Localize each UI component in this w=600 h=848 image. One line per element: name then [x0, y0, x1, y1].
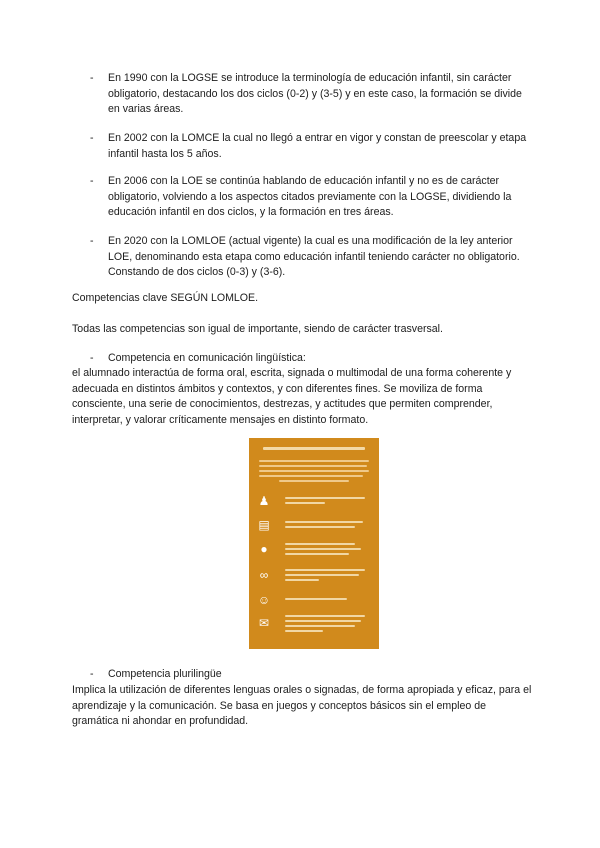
infographic-item-line: [285, 569, 365, 571]
bullet-text: En 2020 con la LOMLOE (actual vigente) la cual es una modificación de la ley anterior LOE, denominando esta etapa como educación infantil teniendo carácter no obligatorio. Constando de dos ciclos (0-3) y (3-6).: [108, 235, 520, 279]
infographic-item-line: [285, 598, 347, 600]
competencia-linguistica-heading: [90, 351, 530, 367]
palette-icon: ●: [260, 542, 268, 556]
competencia-infographic: [249, 438, 379, 649]
infographic-item-line: [285, 543, 355, 545]
bullet-loe: [90, 174, 530, 221]
people-icon: ♟: [258, 494, 270, 508]
infographic-item-line: [285, 526, 355, 528]
competencia-heading-text: Competencia plurilingüe: [108, 668, 222, 680]
infographic-line: [259, 460, 369, 462]
infographic-line: [259, 475, 363, 477]
bullet-text: En 1990 con la LOGSE se introduce la terminología de educación infantil, sin carácter obligatorio, destacando los dos ciclos (0-2) y (3-5) y en este caso, la formación se divide en varias áreas.: [108, 72, 522, 116]
chain-icon: ∞: [259, 568, 269, 582]
infographic-line: [279, 480, 349, 482]
bullet-dash: -: [90, 352, 94, 364]
competencia-linguistica-body: el alumnado interactúa de forma oral, escrita, signada o multimodal de una forma coherente y adecuada en distintos ámbitos y contextos, y con diferentes fines. Se moviliza de forma consciente, una serie de conocimientos, destrezas, y actitudes que permiten comprender, interpretar, y valorar críticamente mensajes en distinto formato.: [72, 367, 512, 426]
bullet-dash: -: [90, 668, 94, 680]
bullet-dash: -: [90, 175, 94, 187]
bullet-lomloe: [90, 234, 530, 281]
infographic-item-line: [285, 502, 325, 504]
intro-paragraph: Todas las competencias son igual de importante, siendo de carácter trasversal.: [72, 323, 443, 335]
section-title: Competencias clave SEGÚN LOMLOE.: [72, 292, 259, 304]
chat-icon: ✉: [258, 616, 270, 630]
infographic-title: [263, 447, 365, 450]
competencia-heading-text: Competencia en comunicación lingüística:: [108, 352, 306, 364]
bullet-text: En 2006 con la LOE se continúa hablando de educación infantil y no es de carácter obligatorio, volviendo a los aspectos citados previamente con la LOGSE, dividiendo la educación infantil en dos ciclos, y la formación en tres áreas.: [108, 175, 512, 219]
infographic-item-line: [285, 553, 349, 555]
bullet-text: En 2002 con la LOMCE la cual no llegó a entrar en vigor y constan de preescolar y etapa infantil hasta los 5 años.: [108, 132, 527, 160]
competencia-plurilingue-body: Implica la utilización de diferentes lenguas orales o signadas, de forma apropiada y eficaz, para el aprendizaje y la comunicación. Se basa en juegos y conceptos básicos sin el empleo de gramática ni ahondar en profundidad.: [72, 684, 532, 728]
bullet-lomce: [90, 131, 530, 162]
infographic-item-line: [285, 620, 361, 622]
infographic-item-line: [285, 579, 319, 581]
competencia-plurilingue-heading: [90, 667, 530, 683]
bullet-dash: -: [90, 132, 94, 144]
infographic-line: [259, 470, 369, 472]
infographic-item-line: [285, 630, 323, 632]
bullet-dash: -: [90, 72, 94, 84]
infographic-item-line: [285, 625, 355, 627]
infographic-item-line: [285, 574, 359, 576]
document-icon: ▤: [258, 518, 270, 532]
smiley-icon: ☺: [257, 593, 271, 607]
infographic-line: [259, 465, 367, 467]
infographic-item-line: [285, 521, 363, 523]
infographic-item-line: [285, 548, 361, 550]
bullet-dash: -: [90, 235, 94, 247]
infographic-item-line: [285, 497, 365, 499]
infographic-item-line: [285, 615, 365, 617]
bullet-logse: [90, 71, 530, 118]
